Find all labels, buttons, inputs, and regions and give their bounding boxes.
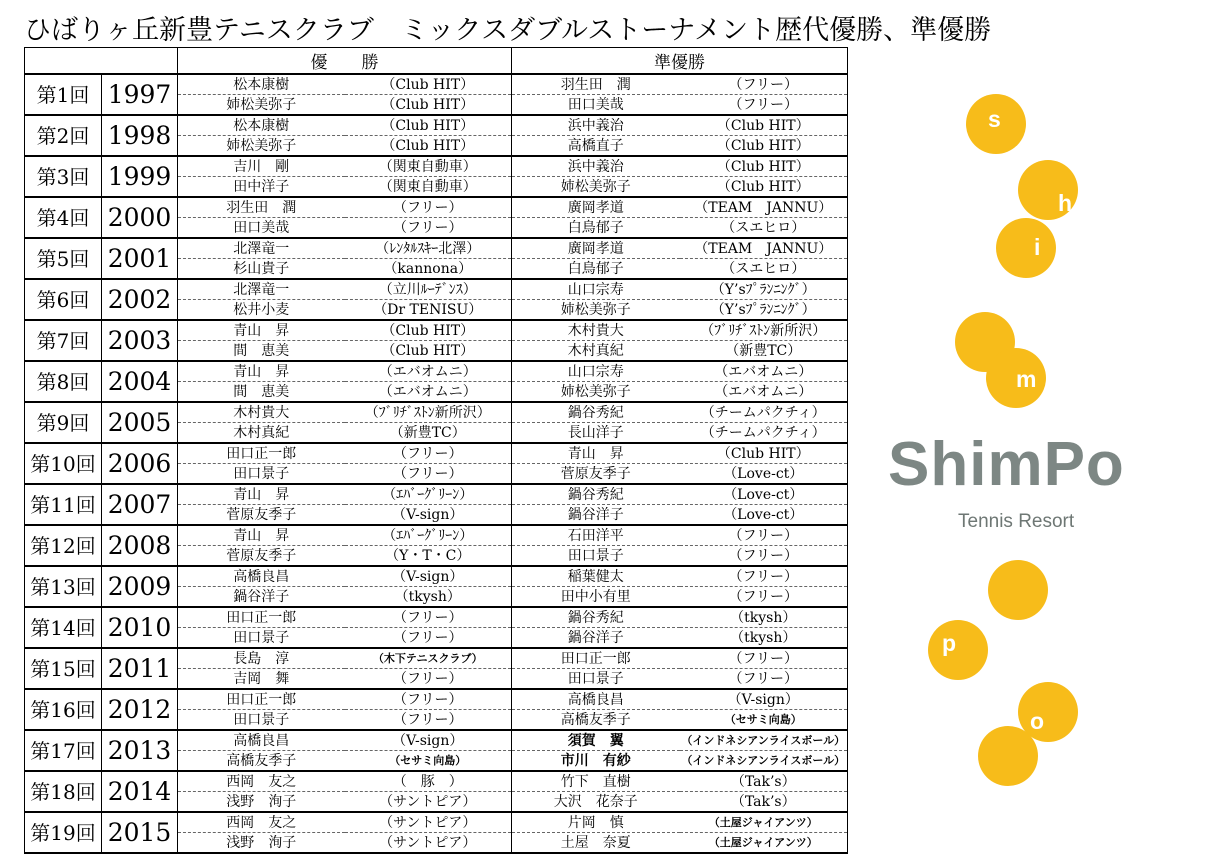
year-cell: 2002 [102,279,178,320]
table-row [25,525,848,546]
runner-up-player-name: 鍋谷洋子 [512,628,680,649]
runner-up-player-name: 稲葉健太 [512,566,680,587]
round-cell: 第1回 [25,74,102,115]
winner-player-name: 西岡 友之 [178,812,345,833]
winner-player-name: 北澤竜一 [178,238,345,259]
round-cell: 第4回 [25,197,102,238]
runner-up-club-name: （Club HIT） [680,136,848,157]
page-title: ひばりヶ丘新豊テニスクラブ ミックスダブルストーナメント歴代優勝、準優勝 [24,15,992,46]
round-cell: 第16回 [25,689,102,730]
year-cell: 2008 [102,525,178,566]
winner-club-name: （フリー） [345,464,512,485]
round-cell: 第6回 [25,279,102,320]
winner-club-name: （Club HIT） [345,95,512,116]
runner-up-player-name: 羽生田 潤 [512,74,680,95]
winner-club-name: （エバオムニ） [345,382,512,403]
runner-up-player-name: 姉松美弥子 [512,382,680,403]
winner-club-name: （フリー） [345,710,512,731]
winner-player-name: 青山 昇 [178,484,345,505]
winner-player-name: 間 恵美 [178,341,345,362]
year-cell: 2011 [102,648,178,689]
runner-up-club-name: （Love-ct） [680,464,848,485]
table-row [25,689,848,710]
year-cell: 2015 [102,812,178,853]
winner-player-name: 菅原友季子 [178,546,345,567]
runner-up-player-name: 鍋谷秀紀 [512,402,680,423]
runner-up-club-name: （インドネシアンライスボール） [680,730,848,751]
winner-player-name: 木村貴大 [178,402,345,423]
runner-up-player-name: 大沢 花奈子 [512,792,680,813]
table-row [25,361,848,382]
runner-up-club-name: （スエヒロ） [680,259,848,280]
table-row [25,74,848,95]
year-cell: 1999 [102,156,178,197]
winner-club-name: （ｴﾊﾞｰｸﾞﾘｰﾝ） [345,525,512,546]
runner-up-player-name: 市川 有紗 [512,751,680,772]
runner-up-club-name: （フリー） [680,546,848,567]
winner-club-name: （サントピア） [345,833,512,854]
runner-up-club-name: （新豊TC） [680,341,848,362]
winner-player-name: 高橋良昌 [178,566,345,587]
winner-player-name: 松本康樹 [178,115,345,136]
winner-player-name: 浅野 洵子 [178,833,345,854]
winner-player-name: 高橋友季子 [178,751,345,772]
runner-up-club-name: （チームパクチィ） [680,423,848,444]
logo-letter-p: p [942,630,957,656]
header-runner-up: 準優勝 [512,48,848,75]
table-row [25,197,848,218]
winner-player-name: 鍋谷洋子 [178,587,345,608]
runner-up-player-name: 土屋 奈夏 [512,833,680,854]
runner-up-club-name: （Y’sﾌﾟﾗﾝﾆﾝｸﾞ） [680,279,848,300]
runner-up-club-name: （土屋ジャイアンツ） [680,833,848,854]
winner-club-name: （Club HIT） [345,320,512,341]
round-cell: 第11回 [25,484,102,525]
winner-player-name: 姉松美弥子 [178,95,345,116]
winner-player-name: 田口正一郎 [178,443,345,464]
winner-club-name: （セサミ向島） [345,751,512,772]
winner-club-name: （立川ﾙｰﾃﾞﾝｽ） [345,279,512,300]
runner-up-club-name: （Club HIT） [680,443,848,464]
runner-up-player-name: 木村真紀 [512,341,680,362]
table-row [25,279,848,300]
winner-player-name: 羽生田 潤 [178,197,345,218]
logo-subtitle: Tennis Resort [958,511,1075,532]
winner-player-name: 間 恵美 [178,382,345,403]
header-blank [25,48,178,75]
winner-player-name: 北澤竜一 [178,279,345,300]
runner-up-player-name: 姉松美弥子 [512,177,680,198]
round-cell: 第2回 [25,115,102,156]
winner-club-name: （ 豚 ） [345,771,512,792]
runner-up-club-name: （エバオムニ） [680,361,848,382]
winner-club-name: （フリー） [345,669,512,690]
table-row [25,115,848,136]
table-row [25,443,848,464]
round-cell: 第14回 [25,607,102,648]
runner-up-player-name: 石田洋平 [512,525,680,546]
runner-up-player-name: 田口景子 [512,546,680,567]
runner-up-club-name: （フリー） [680,525,848,546]
runner-up-club-name: （セサミ向島） [680,710,848,731]
runner-up-club-name: （TEAM JANNU） [680,238,848,259]
winner-club-name: （フリー） [345,443,512,464]
runner-up-club-name: （ﾌﾞﾘﾁﾞｽﾄﾝ新所沢） [680,320,848,341]
winner-player-name: 田中洋子 [178,177,345,198]
runner-up-club-name: （スエヒロ） [680,218,848,239]
runner-up-player-name: 浜中義治 [512,115,680,136]
winner-player-name: 長島 淳 [178,648,345,669]
round-cell: 第17回 [25,730,102,771]
results-table [24,47,848,854]
winner-player-name: 菅原友季子 [178,505,345,526]
table-row [25,812,848,833]
runner-up-player-name: 鍋谷秀紀 [512,607,680,628]
year-cell: 2001 [102,238,178,279]
winner-player-name: 田口景子 [178,464,345,485]
year-cell: 2007 [102,484,178,525]
round-cell: 第18回 [25,771,102,812]
winner-player-name: 姉松美弥子 [178,136,345,157]
table-row [25,156,848,177]
runner-up-player-name: 姉松美弥子 [512,300,680,321]
runner-up-player-name: 山口宗寿 [512,361,680,382]
runner-up-club-name: （Club HIT） [680,177,848,198]
round-cell: 第5回 [25,238,102,279]
runner-up-club-name: （tkysh） [680,607,848,628]
runner-up-club-name: （フリー） [680,95,848,116]
round-cell: 第15回 [25,648,102,689]
header-winner: 優 勝 [178,48,512,75]
runner-up-player-name: 高橋直子 [512,136,680,157]
logo-letter-o: o [1030,708,1045,734]
round-cell: 第13回 [25,566,102,607]
runner-up-player-name: 高橋良昌 [512,689,680,710]
winner-player-name: 田口正一郎 [178,607,345,628]
runner-up-club-name: （フリー） [680,648,848,669]
winner-club-name: （V-sign） [345,505,512,526]
year-cell: 2004 [102,361,178,402]
winner-club-name: （関東自動車） [345,177,512,198]
winner-club-name: （ﾚﾝﾀﾙｽｷｰ北澤） [345,238,512,259]
runner-up-club-name: （Tak’s） [680,792,848,813]
round-cell: 第12回 [25,525,102,566]
logo-letter-m: m [1016,366,1037,392]
winner-club-name: （サントピア） [345,812,512,833]
winner-club-name: （Y・T・C） [345,546,512,567]
winner-player-name: 松本康樹 [178,74,345,95]
year-cell: 2000 [102,197,178,238]
runner-up-player-name: 長山洋子 [512,423,680,444]
winner-player-name: 田口正一郎 [178,689,345,710]
winner-club-name: （フリー） [345,197,512,218]
round-cell: 第9回 [25,402,102,443]
winner-player-name: 青山 昇 [178,525,345,546]
winner-club-name: （ﾌﾞﾘﾁﾞｽﾄﾝ新所沢） [345,402,512,423]
runner-up-player-name: 竹下 直樹 [512,771,680,792]
logo-circle [996,218,1056,278]
logo-letter-i: i [1034,234,1041,260]
winner-club-name: （Club HIT） [345,115,512,136]
runner-up-player-name: 山口宗寿 [512,279,680,300]
winner-player-name: 田口景子 [178,710,345,731]
winner-player-name: 杉山貴子 [178,259,345,280]
winner-club-name: （フリー） [345,607,512,628]
runner-up-club-name: （Love-ct） [680,484,848,505]
table-header-row [25,48,848,75]
runner-up-player-name: 田口美哉 [512,95,680,116]
runner-up-player-name: 白鳥郁子 [512,218,680,239]
winner-player-name: 吉岡 舞 [178,669,345,690]
winner-club-name: （Dr TENISU） [345,300,512,321]
runner-up-club-name: （エバオムニ） [680,382,848,403]
year-cell: 2003 [102,320,178,361]
year-cell: 2012 [102,689,178,730]
runner-up-club-name: （Love-ct） [680,505,848,526]
runner-up-club-name: （フリー） [680,74,848,95]
runner-up-club-name: （Y’sﾌﾟﾗﾝﾆﾝｸﾞ） [680,300,848,321]
runner-up-club-name: （フリー） [680,669,848,690]
runner-up-player-name: 白鳥郁子 [512,259,680,280]
runner-up-club-name: （tkysh） [680,628,848,649]
year-cell: 2013 [102,730,178,771]
table-row [25,648,848,669]
winner-club-name: （フリー） [345,628,512,649]
winner-player-name: 田口景子 [178,628,345,649]
table-row [25,730,848,751]
runner-up-player-name: 青山 昇 [512,443,680,464]
winner-player-name: 木村真紀 [178,423,345,444]
winner-player-name: 浅野 洵子 [178,792,345,813]
year-cell: 2006 [102,443,178,484]
runner-up-player-name: 木村貴大 [512,320,680,341]
table-row [25,484,848,505]
runner-up-player-name: 田口正一郎 [512,648,680,669]
runner-up-player-name: 田中小有里 [512,587,680,608]
logo-circle [928,620,988,680]
table-row [25,238,848,259]
table-row [25,402,848,423]
winner-club-name: （Club HIT） [345,74,512,95]
runner-up-player-name: 鍋谷秀紀 [512,484,680,505]
winner-club-name: （kannona） [345,259,512,280]
logo-letter-s: s [988,106,1001,132]
runner-up-club-name: （TEAM JANNU） [680,197,848,218]
winner-player-name: 吉川 剛 [178,156,345,177]
winner-player-name: 高橋良昌 [178,730,345,751]
winner-club-name: （Club HIT） [345,136,512,157]
winner-club-name: （新豊TC） [345,423,512,444]
runner-up-club-name: （フリー） [680,587,848,608]
winner-player-name: 田口美哉 [178,218,345,239]
year-cell: 2009 [102,566,178,607]
round-cell: 第3回 [25,156,102,197]
table-row [25,607,848,628]
logo-circle [978,726,1038,786]
runner-up-player-name: 片岡 慎 [512,812,680,833]
runner-up-club-name: （Club HIT） [680,115,848,136]
runner-up-player-name: 浜中義治 [512,156,680,177]
logo-letter-h: h [1058,190,1073,216]
winner-club-name: （ｴﾊﾞｰｸﾞﾘｰﾝ） [345,484,512,505]
runner-up-club-name: （Club HIT） [680,156,848,177]
runner-up-club-name: （Tak’s） [680,771,848,792]
winner-player-name: 松井小麦 [178,300,345,321]
logo-circle [988,560,1048,620]
runner-up-player-name: 田口景子 [512,669,680,690]
table-row [25,771,848,792]
runner-up-player-name: 廣岡孝道 [512,197,680,218]
winner-player-name: 青山 昇 [178,320,345,341]
winner-club-name: （V-sign） [345,566,512,587]
winner-club-name: （木下テニスクラブ） [345,648,512,669]
round-cell: 第19回 [25,812,102,853]
year-cell: 2010 [102,607,178,648]
round-cell: 第10回 [25,443,102,484]
table-row [25,320,848,341]
winner-club-name: （フリー） [345,689,512,710]
winner-club-name: （関東自動車） [345,156,512,177]
winner-club-name: （サントピア） [345,792,512,813]
runner-up-club-name: （インドネシアンライスボール） [680,751,848,772]
winner-club-name: （Club HIT） [345,341,512,362]
year-cell: 1998 [102,115,178,156]
winner-player-name: 西岡 友之 [178,771,345,792]
winner-club-name: （フリー） [345,218,512,239]
runner-up-player-name: 菅原友季子 [512,464,680,485]
runner-up-player-name: 高橋友季子 [512,710,680,731]
year-cell: 1997 [102,74,178,115]
runner-up-club-name: （土屋ジャイアンツ） [680,812,848,833]
winner-club-name: （tkysh） [345,587,512,608]
runner-up-player-name: 鍋谷洋子 [512,505,680,526]
logo-brand-name: ShimPo [888,430,1125,499]
year-cell: 2005 [102,402,178,443]
winner-player-name: 青山 昇 [178,361,345,382]
runner-up-club-name: （チームパクチィ） [680,402,848,423]
runner-up-player-name: 須賀 翼 [512,730,680,751]
winner-club-name: （エバオムニ） [345,361,512,382]
round-cell: 第8回 [25,361,102,402]
runner-up-club-name: （V-sign） [680,689,848,710]
round-cell: 第7回 [25,320,102,361]
year-cell: 2014 [102,771,178,812]
runner-up-player-name: 廣岡孝道 [512,238,680,259]
runner-up-club-name: （フリー） [680,566,848,587]
table-row [25,566,848,587]
winner-club-name: （V-sign） [345,730,512,751]
